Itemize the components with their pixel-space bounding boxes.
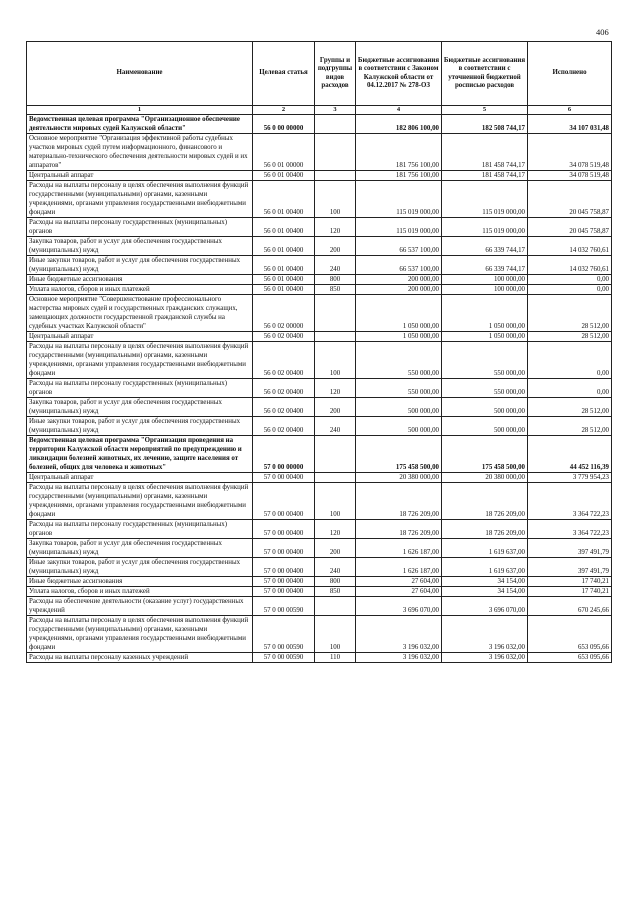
- cell-executed: 17 740,21: [528, 577, 612, 587]
- cell-law: 18 726 209,00: [356, 483, 442, 520]
- cell-law: 175 458 500,00: [356, 436, 442, 473]
- cell-name: Закупка товаров, работ и услуг для обеспечения государственных (муниципальных) нужд: [27, 237, 253, 256]
- cell-group: 200: [315, 398, 356, 417]
- cell-group: [315, 597, 356, 616]
- header-row: [27, 42, 612, 106]
- cell-refined: 182 508 744,17: [442, 115, 528, 134]
- cell-refined: 18 726 209,00: [442, 520, 528, 539]
- table-row: [27, 587, 612, 597]
- cell-group: 120: [315, 520, 356, 539]
- cell-executed: 28 512,00: [528, 417, 612, 436]
- cell-name: Расходы на выплаты персоналу казенных учреждений: [27, 653, 253, 663]
- table-row: [27, 218, 612, 237]
- cell-name: Иные бюджетные ассигнования: [27, 275, 253, 285]
- table-row: [27, 134, 612, 171]
- cell-refined: 500 000,00: [442, 417, 528, 436]
- cell-law: 18 726 209,00: [356, 520, 442, 539]
- cell-name: Иные закупки товаров, работ и услуг для обеспечения государственных (муниципальных) нужд: [27, 256, 253, 275]
- cell-refined: 550 000,00: [442, 379, 528, 398]
- cell-refined: 66 339 744,17: [442, 237, 528, 256]
- table-row: [27, 398, 612, 417]
- cell-executed: 28 512,00: [528, 295, 612, 332]
- cell-name: Расходы на обеспечение деятельности (оказание услуг) государственных учреждений: [27, 597, 253, 616]
- cell-article: 56 0 01 00400: [253, 181, 315, 218]
- cell-executed: 34 078 519,48: [528, 171, 612, 181]
- table-row: [27, 379, 612, 398]
- cell-executed: 0,00: [528, 379, 612, 398]
- cell-name: Закупка товаров, работ и услуг для обеспечения государственных (муниципальных) нужд: [27, 398, 253, 417]
- cell-refined: 34 154,00: [442, 587, 528, 597]
- cell-law: 500 000,00: [356, 417, 442, 436]
- cell-name: Основное мероприятие "Совершенствование профессионального мастерства мировых судей и государственных гражданских служащих, замещающих должности государственной гражданской службы на судебных участках Калужской области": [27, 295, 253, 332]
- table-row: [27, 483, 612, 520]
- cell-group: 100: [315, 181, 356, 218]
- cell-executed: 34 107 031,48: [528, 115, 612, 134]
- cell-refined: 1 619 637,00: [442, 558, 528, 577]
- cell-group: 200: [315, 237, 356, 256]
- cell-article: 57 0 00 00400: [253, 558, 315, 577]
- cell-article: 57 0 00 00400: [253, 520, 315, 539]
- header-group: Группы и подгруппы видов расходов: [315, 42, 356, 106]
- cell-executed: 14 032 760,61: [528, 237, 612, 256]
- cell-refined: 550 000,00: [442, 342, 528, 379]
- cell-name: Расходы на выплаты персоналу в целях обеспечения выполнения функций государственными (муниципальными) органами, казенными учреждениями, органами управления государственными внебюджетными фондами: [27, 616, 253, 653]
- column-number: 4: [356, 106, 442, 115]
- cell-executed: 28 512,00: [528, 398, 612, 417]
- cell-name: Центральный аппарат: [27, 473, 253, 483]
- cell-executed: 3 779 954,23: [528, 473, 612, 483]
- cell-article: 57 0 00 00400: [253, 577, 315, 587]
- cell-name: Основное мероприятие "Организация эффективной работы судебных участков мировых судей путем информационного, финансового и материально-технического обеспечения деятельности мировых судей и их аппаратов": [27, 134, 253, 171]
- cell-article: 57 0 00 00400: [253, 587, 315, 597]
- cell-executed: 0,00: [528, 342, 612, 379]
- cell-article: 56 0 01 00400: [253, 237, 315, 256]
- table-row: [27, 181, 612, 218]
- cell-law: 200 000,00: [356, 275, 442, 285]
- cell-article: 56 0 01 00400: [253, 275, 315, 285]
- cell-executed: 670 245,66: [528, 597, 612, 616]
- budget-table: [26, 41, 612, 663]
- cell-article: 57 0 00 00400: [253, 483, 315, 520]
- cell-group: 100: [315, 483, 356, 520]
- cell-name: Расходы на выплаты персоналу в целях обеспечения выполнения функций государственными (муниципальными) органами, казенными учреждениями, органами управления государственными внебюджетными фондами: [27, 342, 253, 379]
- cell-refined: 500 000,00: [442, 398, 528, 417]
- cell-executed: 3 364 722,23: [528, 483, 612, 520]
- table-row: [27, 171, 612, 181]
- page-number: 406: [596, 27, 609, 37]
- cell-group: 850: [315, 285, 356, 295]
- cell-article: 56 0 02 00000: [253, 295, 315, 332]
- cell-refined: 20 380 000,00: [442, 473, 528, 483]
- cell-law: 3 696 070,00: [356, 597, 442, 616]
- cell-group: [315, 473, 356, 483]
- cell-executed: 20 045 758,87: [528, 181, 612, 218]
- cell-group: 120: [315, 218, 356, 237]
- cell-law: 550 000,00: [356, 342, 442, 379]
- cell-group: [315, 134, 356, 171]
- cell-refined: 66 339 744,17: [442, 256, 528, 275]
- cell-article: 57 0 00 00590: [253, 653, 315, 663]
- table-row: [27, 473, 612, 483]
- cell-refined: 175 458 500,00: [442, 436, 528, 473]
- cell-executed: 0,00: [528, 275, 612, 285]
- table-row: [27, 558, 612, 577]
- cell-refined: 1 050 000,00: [442, 332, 528, 342]
- table-row: [27, 539, 612, 558]
- cell-name: Закупка товаров, работ и услуг для обеспечения государственных (муниципальных) нужд: [27, 539, 253, 558]
- column-number-row: [27, 106, 612, 115]
- cell-executed: 17 740,21: [528, 587, 612, 597]
- table-row: [27, 332, 612, 342]
- table-body: [27, 115, 612, 663]
- cell-article: 57 0 00 00400: [253, 539, 315, 558]
- cell-law: 27 604,00: [356, 577, 442, 587]
- cell-name: Расходы на выплаты персоналу государственных (муниципальных) органов: [27, 520, 253, 539]
- cell-law: 27 604,00: [356, 587, 442, 597]
- cell-law: 1 050 000,00: [356, 295, 442, 332]
- header-executed: Исполнено: [528, 42, 612, 106]
- cell-executed: 397 491,79: [528, 539, 612, 558]
- cell-group: [315, 295, 356, 332]
- cell-name: Иные закупки товаров, работ и услуг для обеспечения государственных (муниципальных) нужд: [27, 417, 253, 436]
- column-number: 6: [528, 106, 612, 115]
- cell-group: 800: [315, 275, 356, 285]
- cell-refined: 34 154,00: [442, 577, 528, 587]
- cell-refined: 1 050 000,00: [442, 295, 528, 332]
- column-number: 2: [253, 106, 315, 115]
- cell-law: 1 050 000,00: [356, 332, 442, 342]
- cell-group: [315, 332, 356, 342]
- cell-law: 500 000,00: [356, 398, 442, 417]
- cell-article: 57 0 00 00590: [253, 616, 315, 653]
- cell-refined: 100 000,00: [442, 275, 528, 285]
- cell-executed: 653 095,66: [528, 653, 612, 663]
- cell-executed: 0,00: [528, 285, 612, 295]
- cell-refined: 3 696 070,00: [442, 597, 528, 616]
- cell-law: 20 380 000,00: [356, 473, 442, 483]
- cell-executed: 20 045 758,87: [528, 218, 612, 237]
- cell-group: [315, 115, 356, 134]
- cell-group: 110: [315, 653, 356, 663]
- cell-group: 100: [315, 616, 356, 653]
- table-row: [27, 597, 612, 616]
- cell-executed: 397 491,79: [528, 558, 612, 577]
- cell-law: 1 626 187,00: [356, 558, 442, 577]
- table-row: [27, 577, 612, 587]
- cell-executed: 28 512,00: [528, 332, 612, 342]
- cell-article: 56 0 02 00400: [253, 332, 315, 342]
- cell-article: 57 0 00 00590: [253, 597, 315, 616]
- cell-name: Центральный аппарат: [27, 332, 253, 342]
- cell-article: 56 0 02 00400: [253, 342, 315, 379]
- table-row: [27, 520, 612, 539]
- cell-refined: 115 019 000,00: [442, 181, 528, 218]
- cell-law: 181 756 100,00: [356, 171, 442, 181]
- cell-law: 3 196 032,00: [356, 616, 442, 653]
- column-number: 5: [442, 106, 528, 115]
- header-law: Бюджетные ассигнования в соответствии с Законом Калужской области от 04.12.2017 № 278-ОЗ: [356, 42, 442, 106]
- cell-law: 115 019 000,00: [356, 181, 442, 218]
- cell-executed: 44 452 116,39: [528, 436, 612, 473]
- cell-article: 56 0 01 00400: [253, 285, 315, 295]
- table-row: [27, 295, 612, 332]
- cell-law: 115 019 000,00: [356, 218, 442, 237]
- table-row: [27, 275, 612, 285]
- cell-group: 240: [315, 256, 356, 275]
- cell-article: 57 0 00 00400: [253, 473, 315, 483]
- cell-law: 182 806 100,00: [356, 115, 442, 134]
- cell-law: 3 196 032,00: [356, 653, 442, 663]
- table-row: [27, 115, 612, 134]
- cell-name: Расходы на выплаты персоналу государственных (муниципальных) органов: [27, 379, 253, 398]
- cell-group: 100: [315, 342, 356, 379]
- table-row: [27, 342, 612, 379]
- table-row: [27, 616, 612, 653]
- cell-name: Уплата налогов, сборов и иных платежей: [27, 587, 253, 597]
- cell-law: 66 537 100,00: [356, 256, 442, 275]
- cell-refined: 3 196 032,00: [442, 653, 528, 663]
- cell-group: 800: [315, 577, 356, 587]
- cell-group: [315, 171, 356, 181]
- table-row: [27, 237, 612, 256]
- cell-name: Центральный аппарат: [27, 171, 253, 181]
- cell-name: Расходы на выплаты персоналу в целях обеспечения выполнения функций государственными (муниципальными) органами, казенными учреждениями, органами управления государственными внебюджетными фондами: [27, 181, 253, 218]
- table-row: [27, 653, 612, 663]
- cell-article: 56 0 02 00400: [253, 379, 315, 398]
- cell-refined: 18 726 209,00: [442, 483, 528, 520]
- cell-name: Иные бюджетные ассигнования: [27, 577, 253, 587]
- cell-executed: 653 095,66: [528, 616, 612, 653]
- cell-group: 200: [315, 539, 356, 558]
- cell-law: 1 626 187,00: [356, 539, 442, 558]
- column-number: 1: [27, 106, 253, 115]
- cell-refined: 181 458 744,17: [442, 134, 528, 171]
- cell-group: 240: [315, 417, 356, 436]
- cell-refined: 100 000,00: [442, 285, 528, 295]
- cell-refined: 115 019 000,00: [442, 218, 528, 237]
- header-article: Целевая статья: [253, 42, 315, 106]
- cell-executed: 3 364 722,23: [528, 520, 612, 539]
- cell-group: 240: [315, 558, 356, 577]
- header-name: Наименование: [27, 42, 253, 106]
- cell-name: Иные закупки товаров, работ и услуг для обеспечения государственных (муниципальных) нужд: [27, 558, 253, 577]
- column-number: 3: [315, 106, 356, 115]
- cell-article: 57 0 00 00000: [253, 436, 315, 473]
- cell-name: Расходы на выплаты персоналу в целях обеспечения выполнения функций государственными (муниципальными) органами, казенными учреждениями, органами управления государственными внебюджетными фондами: [27, 483, 253, 520]
- cell-refined: 3 196 032,00: [442, 616, 528, 653]
- table-row: [27, 256, 612, 275]
- cell-group: 850: [315, 587, 356, 597]
- cell-law: 181 756 100,00: [356, 134, 442, 171]
- cell-group: 120: [315, 379, 356, 398]
- table-row: [27, 417, 612, 436]
- cell-executed: 14 032 760,61: [528, 256, 612, 275]
- cell-refined: 181 458 744,17: [442, 171, 528, 181]
- cell-article: 56 0 02 00400: [253, 398, 315, 417]
- cell-article: 56 0 01 00400: [253, 171, 315, 181]
- header-refined: Бюджетные ассигнования в соответствии с уточненной бюджетной росписью расходов: [442, 42, 528, 106]
- cell-article: 56 0 01 00400: [253, 218, 315, 237]
- cell-article: 56 0 01 00000: [253, 134, 315, 171]
- cell-name: Ведомственная целевая программа "Организационное обеспечение деятельности мировых судей Калужской области": [27, 115, 253, 134]
- table-row: [27, 285, 612, 295]
- cell-law: 550 000,00: [356, 379, 442, 398]
- table-row: [27, 436, 612, 473]
- cell-article: 56 0 01 00400: [253, 256, 315, 275]
- cell-law: 66 537 100,00: [356, 237, 442, 256]
- cell-name: Расходы на выплаты персоналу государственных (муниципальных) органов: [27, 218, 253, 237]
- cell-law: 200 000,00: [356, 285, 442, 295]
- cell-refined: 1 619 637,00: [442, 539, 528, 558]
- cell-group: [315, 436, 356, 473]
- cell-name: Уплата налогов, сборов и иных платежей: [27, 285, 253, 295]
- cell-name: Ведомственная целевая программа "Организация проведения на территории Калужской области мероприятий по предупреждению и ликвидации болезней животных, их лечению, защите населения от болезней, общих для человека и животных": [27, 436, 253, 473]
- cell-executed: 34 078 519,48: [528, 134, 612, 171]
- cell-article: 56 0 02 00400: [253, 417, 315, 436]
- cell-article: 56 0 00 00000: [253, 115, 315, 134]
